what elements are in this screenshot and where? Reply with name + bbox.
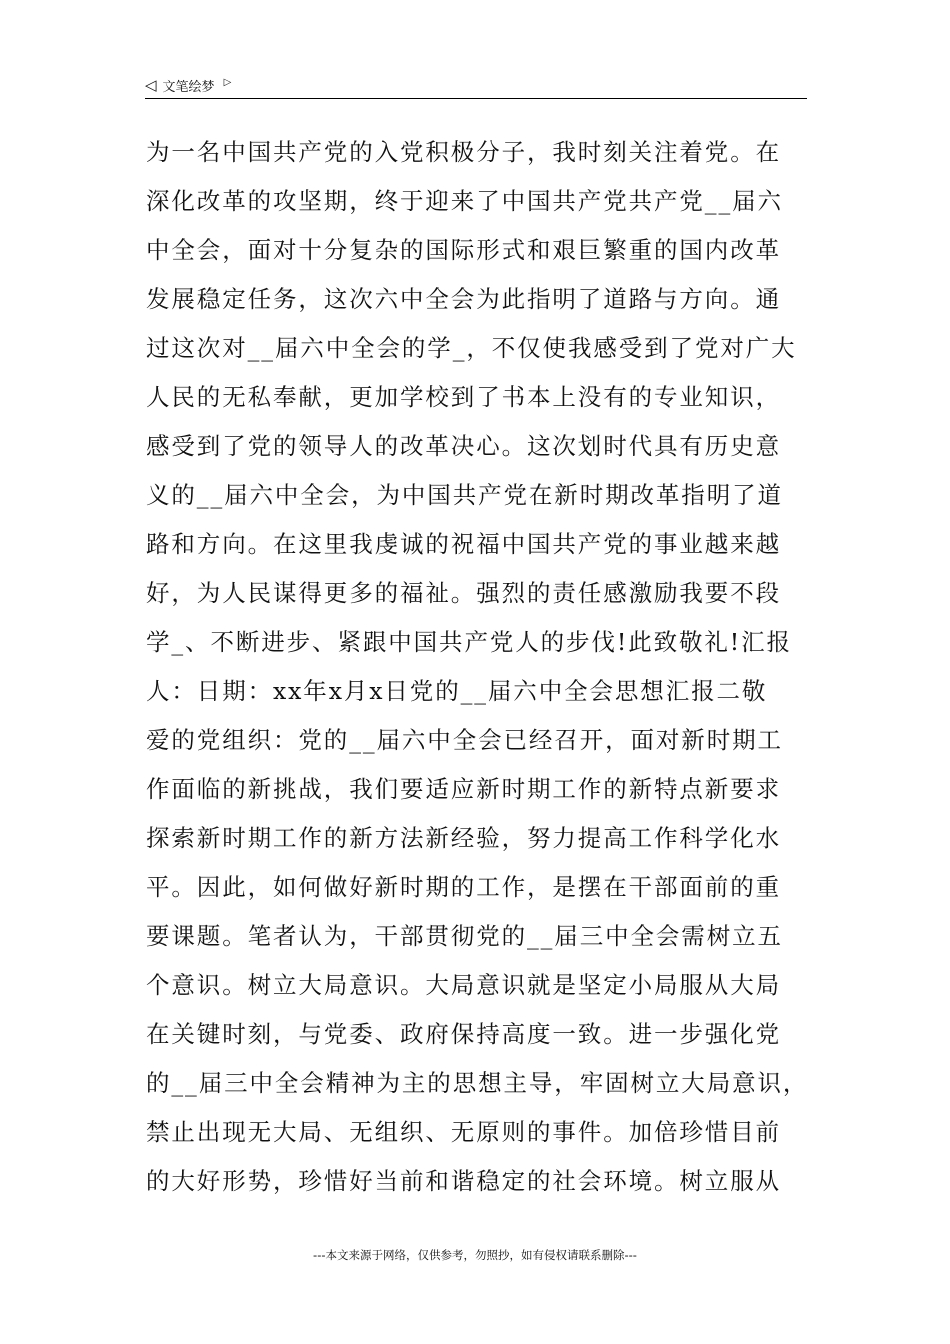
body-line: 在关键时刻，与党委、政府保持高度一致。进一步强化党: [146, 1020, 781, 1048]
body-line: 爱的党组织：党的__届六中全会已经召开，面对新时期工: [146, 726, 783, 754]
body-line: 要课题。笔者认为，干部贯彻党的__届三中全会需树立五: [146, 922, 783, 950]
body-line: 探索新时期工作的新方法新经验，努力提高工作科学化水: [146, 824, 781, 852]
body-line: 义的__届六中全会，为中国共产党在新时期改革指明了道: [146, 481, 783, 509]
body-line: 好，为人民谋得更多的福祉。强烈的责任感激励我要不段: [146, 579, 781, 607]
body-line: 的__届三中全会精神为主的思想主导，牢固树立大局意识，: [146, 1069, 809, 1097]
body-line: 中全会，面对十分复杂的国际形式和艰巨繁重的国内改革: [146, 236, 781, 264]
body-line: 作面临的新挑战，我们要适应新时期工作的新特点新要求: [146, 775, 781, 803]
body-line: 为一名中国共产党的入党积极分子，我时刻关注着党。在: [146, 138, 781, 166]
page-header: [145, 72, 807, 99]
footer-disclaimer: ---本文来源于网络，仅供参考，勿照抄，如有侵权请联系删除---: [313, 1248, 637, 1262]
header-title: 文笔绘梦: [162, 79, 215, 95]
body-line: 过这次对__届六中全会的学_，不仅使我感受到了党对广大: [146, 334, 797, 362]
body-line: 禁止出现无大局、无组织、无原则的事件。加倍珍惜目前: [146, 1118, 781, 1146]
body-line: 发展稳定任务，这次六中全会为此指明了道路与方向。通: [146, 285, 781, 313]
body-line: 感受到了党的领导人的改革决心。这次划时代具有历史意: [146, 432, 781, 460]
body-line: 人民的无私奉献，更加学校到了书本上没有的专业知识，: [146, 383, 781, 411]
body-line: 学_、不断进步、紧跟中国共产党人的步伐!此致敬礼!汇报: [146, 628, 792, 656]
body-line: 个意识。树立大局意识。大局意识就是坚定小局服从大局: [146, 971, 781, 999]
body-line: 深化改革的攻坚期，终于迎来了中国共产党共产党__届六: [146, 187, 783, 215]
body-line: 路和方向。在这里我虔诚的祝福中国共产党的事业越来越: [146, 530, 781, 558]
body-line: 人：日期：xx年x月x日党的__届六中全会思想汇报二敬: [146, 677, 768, 705]
body-line: 平。因此，如何做好新时期的工作，是摆在干部面前的重: [146, 873, 781, 901]
left-triangle-icon: ◁: [145, 75, 157, 94]
document-body: [146, 128, 808, 1206]
right-triangle-icon: ▷: [223, 77, 232, 88]
body-line: 的大好形势，珍惜好当前和谐稳定的社会环境。树立服从: [146, 1167, 781, 1195]
